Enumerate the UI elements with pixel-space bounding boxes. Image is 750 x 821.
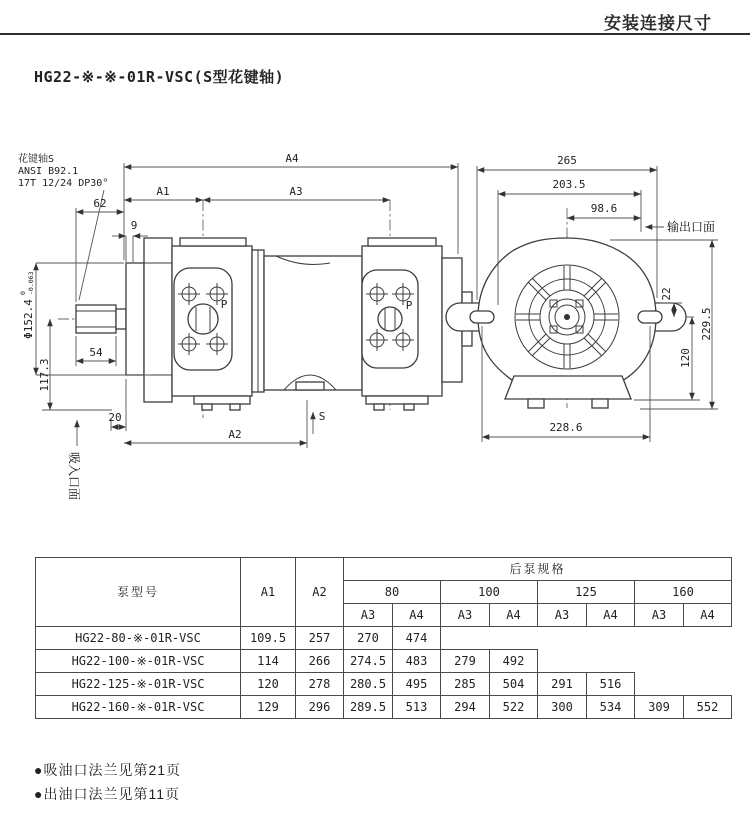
table-cell: 109.5 (241, 627, 296, 650)
dim-203: 203.5 (552, 178, 586, 191)
sub-header-a3: A3 (441, 604, 490, 627)
table-cell: 289.5 (344, 696, 393, 719)
table-cell-empty (684, 650, 732, 673)
dim-phi152-tol-upper: 0 (19, 291, 27, 295)
table-cell: 300 (538, 696, 587, 719)
table-cell: 483 (393, 650, 441, 673)
dim-9: 9 (130, 219, 138, 232)
dim-54: 54 (89, 346, 103, 359)
dim-117: 117.3 (38, 358, 51, 392)
table-cell-empty (635, 650, 684, 673)
model-cell: HG22-125-※-01R-VSC (36, 673, 241, 696)
col-header-a2: A2 (296, 558, 344, 627)
table-cell: 270 (344, 627, 393, 650)
dim-228: 228.6 (549, 421, 583, 434)
table-cell: 516 (587, 673, 635, 696)
technical-drawing (0, 140, 750, 515)
table-cell: 257 (296, 627, 344, 650)
table-cell: 294 (441, 696, 490, 719)
table-cell-empty (538, 627, 587, 650)
port-label-p2: P (405, 299, 413, 312)
port-label-p1: P (220, 298, 228, 311)
page-header-bar (0, 0, 750, 35)
suction-face-label: 吸入口面 (67, 452, 81, 501)
sub-header-a3: A3 (635, 604, 684, 627)
table-cell-empty (490, 627, 538, 650)
table-cell-empty (684, 627, 732, 650)
col-group-rear-pump-spec: 后泵规格 (344, 558, 732, 581)
table-cell: 291 (538, 673, 587, 696)
table-cell-empty (587, 627, 635, 650)
table-cell: 274.5 (344, 650, 393, 673)
sub-header-a3: A3 (538, 604, 587, 627)
spec-table (35, 557, 732, 719)
table-cell: 279 (441, 650, 490, 673)
table-cell: 492 (490, 650, 538, 673)
table-cell-empty (635, 627, 684, 650)
table-cell: 309 (635, 696, 684, 719)
table-cell-empty (635, 673, 684, 696)
table-cell-empty (538, 650, 587, 673)
drawing-title: HG22-※-※-01R-VSC(S型花键轴) (34, 68, 285, 86)
table-cell: 474 (393, 627, 441, 650)
dim-22: 22 (660, 287, 673, 301)
size-header-100: 100 (441, 581, 538, 604)
table-cell: 513 (393, 696, 441, 719)
table-cell: 504 (490, 673, 538, 696)
table-cell-empty (587, 650, 635, 673)
dim-229: 229.5 (700, 307, 713, 341)
table-cell-empty (441, 627, 490, 650)
spline-note-line2: ANSI B92.1 (18, 166, 79, 177)
dim-20: 20 (108, 411, 122, 424)
table-cell: 495 (393, 673, 441, 696)
table-cell: 552 (684, 696, 732, 719)
size-header-80: 80 (344, 581, 441, 604)
table-header-row-1 (36, 558, 732, 581)
dim-62: 62 (93, 197, 107, 210)
table-cell: 278 (296, 673, 344, 696)
dim-120: 120 (679, 348, 692, 368)
dim-a3: A3 (289, 185, 303, 198)
footnote-suction-flange: ●吸油口法兰见第21页 (34, 762, 182, 778)
table-cell: 129 (241, 696, 296, 719)
dim-a4: A4 (285, 152, 299, 165)
footnotes (34, 758, 181, 806)
table-cell: 266 (296, 650, 344, 673)
table-cell: 280.5 (344, 673, 393, 696)
dim-phi152-tol-lower: -0.063 (27, 271, 35, 295)
table-cell: 120 (241, 673, 296, 696)
table-row (36, 627, 732, 650)
dim-a2: A2 (228, 428, 242, 441)
model-cell: HG22-80-※-01R-VSC (36, 627, 241, 650)
dim-265: 265 (557, 154, 577, 167)
sub-header-a4: A4 (393, 604, 441, 627)
col-header-a1: A1 (241, 558, 296, 627)
spline-note-line1: 花键轴S (18, 154, 55, 165)
sub-header-a4: A4 (684, 604, 732, 627)
dim-98: 98.6 (590, 202, 618, 215)
page-header-title: 安装连接尺寸 (604, 14, 712, 33)
table-cell: 534 (587, 696, 635, 719)
table-cell: 296 (296, 696, 344, 719)
table-cell: 522 (490, 696, 538, 719)
table-cell: 285 (441, 673, 490, 696)
outlet-face-label: 输出口面 (667, 220, 716, 234)
spline-note-line3: 17T 12/24 DP30° (18, 178, 109, 189)
model-cell: HG22-100-※-01R-VSC (36, 650, 241, 673)
table-cell: 114 (241, 650, 296, 673)
col-header-model: 泵型号 (36, 558, 241, 627)
table-cell-empty (684, 673, 732, 696)
dim-phi152: Φ152.4 (22, 299, 35, 339)
model-cell: HG22-160-※-01R-VSC (36, 696, 241, 719)
sub-header-a4: A4 (587, 604, 635, 627)
sub-header-a4: A4 (490, 604, 538, 627)
size-header-125: 125 (538, 581, 635, 604)
table-row (36, 673, 732, 696)
side-view (58, 200, 472, 418)
table-row (36, 650, 732, 673)
sub-header-a3: A3 (344, 604, 393, 627)
dim-a1: A1 (156, 185, 170, 198)
table-row (36, 696, 732, 719)
footnote-outlet-flange: ●出油口法兰见第11页 (34, 786, 180, 802)
size-header-160: 160 (635, 581, 732, 604)
port-label-s: S (318, 410, 326, 423)
